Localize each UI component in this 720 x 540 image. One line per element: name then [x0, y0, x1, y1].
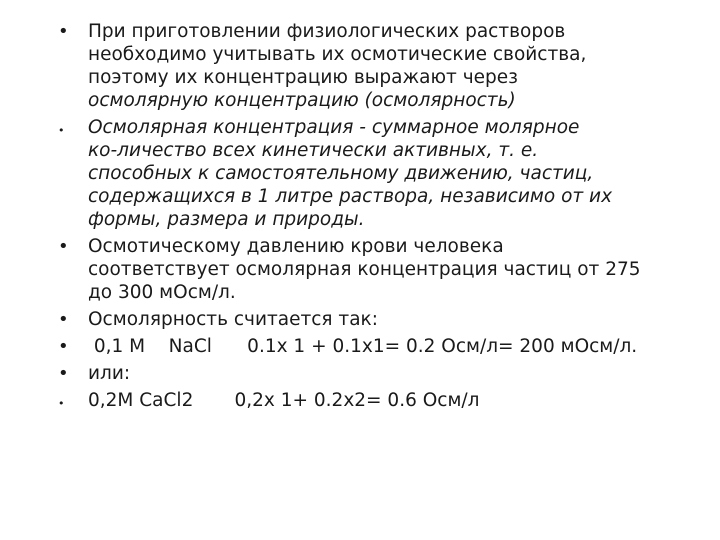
- text-line: способных к самостоятельному движению, частиц,: [88, 163, 594, 184]
- text-line: Осмолярная концентрация - суммарное молярное: [88, 117, 580, 138]
- list-item-nacl-formula: [58, 335, 668, 358]
- text-line: поэтому их концентрацию выражают через: [88, 67, 518, 88]
- bullet-list: [58, 20, 668, 414]
- text-line: соответствует осмолярная концентрация частиц от 275: [88, 259, 641, 280]
- list-item-calculation-intro: [58, 308, 668, 331]
- list-item-preparation: [58, 20, 668, 112]
- list-item-cacl2-formula: [58, 389, 668, 412]
- bullet-icon: •: [58, 397, 65, 410]
- text-line: Осмотическому давлению крови человека: [88, 236, 504, 257]
- formula-line: 0,2М CaCl2 0,2х 1+ 0.2х2= 0.6 Осм/л: [88, 390, 480, 411]
- bullet-icon: •: [58, 336, 69, 357]
- bullet-icon: •: [58, 309, 69, 330]
- list-item-definition: [58, 116, 668, 231]
- bullet-icon: •: [58, 236, 69, 257]
- list-item-or: [58, 362, 668, 385]
- bullet-icon: •: [58, 124, 65, 137]
- bullet-icon: •: [58, 21, 69, 42]
- text-line: формы, размера и природы.: [88, 209, 365, 230]
- formula-line: 0,1 М NaCl 0.1х 1 + 0.1х1= 0.2 Осм/л= 200 мОсм/л.: [88, 336, 638, 357]
- text-line: При приготовлении физиологических растворов: [88, 21, 566, 42]
- text-line-italic: осмолярную концентрацию (осмолярность): [88, 90, 516, 111]
- text-line: Осмолярность считается так:: [88, 309, 378, 330]
- text-line: необходимо учитывать их осмотические свойства,: [88, 44, 587, 65]
- bullet-icon: •: [58, 363, 69, 384]
- text-line: до 300 мОсм/л.: [88, 282, 236, 303]
- text-line: ко-личество всех кинетически активных, т. е.: [88, 140, 539, 161]
- text-line: или:: [88, 363, 131, 384]
- text-line: содержащихся в 1 литре раствора, независимо от их: [88, 186, 613, 207]
- list-item-blood-pressure: [58, 235, 668, 304]
